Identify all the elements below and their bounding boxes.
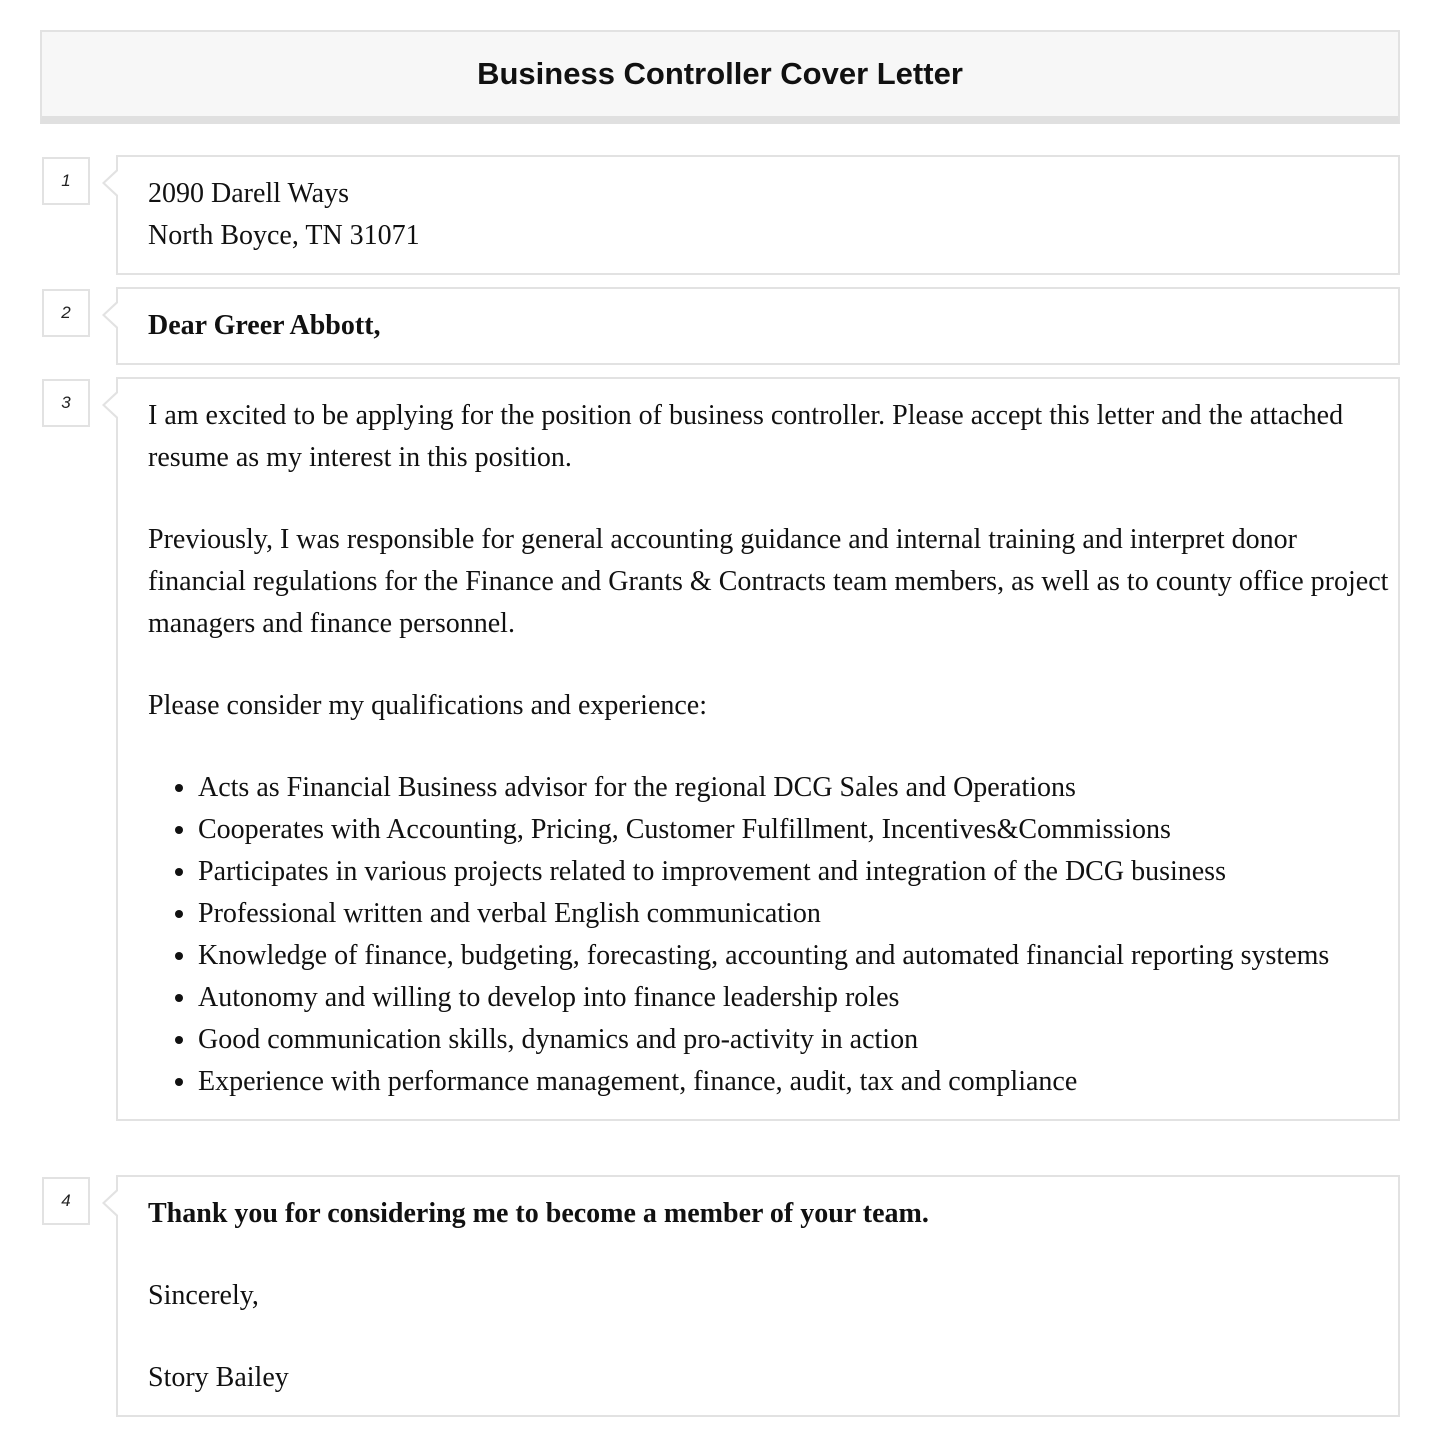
- step-marker-1: 1: [42, 157, 90, 205]
- qualifications-intro: Please consider my qualifications and experience:: [148, 690, 708, 721]
- body-section: [116, 377, 1400, 1121]
- address-line-1: 2090 Darell Ways: [148, 178, 349, 209]
- address-line-2: North Boyce, TN 31071: [148, 220, 420, 251]
- qualifications-list: [148, 767, 1338, 1103]
- list-item: • Acts as Financial Business advisor for the regional DCG Sales and Operations: [198, 767, 1338, 809]
- experience-paragraph: Previously, I was responsible for general accounting guidance and internal training and interpret donor financial regulations for the Finance and Grants & Contracts team members, as well as to county office project managers and finance personnel.: [148, 524, 1389, 639]
- salutation-section: [116, 287, 1400, 365]
- list-item: • Autonomy and willing to develop into finance leadership roles: [198, 977, 1338, 1019]
- list-item: • Good communication skills, dynamics and pro-activity in action: [198, 1019, 1338, 1061]
- page-title: Business Controller Cover Letter: [477, 56, 963, 91]
- salutation: Dear Greer Abbott,: [148, 310, 381, 341]
- list-item: • Knowledge of finance, budgeting, forecasting, accounting and automated financial reporting systems: [198, 935, 1338, 977]
- signoff: Sincerely,: [148, 1280, 259, 1311]
- step-marker-2: 2: [42, 289, 90, 337]
- closing-statement: Thank you for considering me to become a member of your team.: [148, 1198, 929, 1229]
- intro-paragraph: I am excited to be applying for the position of business controller. Please accept this letter and the attached resume as my interest in this position.: [148, 400, 1344, 473]
- list-item: • Participates in various projects related to improvement and integration of the DCG business: [198, 851, 1338, 893]
- step-marker-4: 4: [42, 1177, 90, 1225]
- list-item: • Cooperates with Accounting, Pricing, Customer Fulfillment, Incentives&Commissions: [198, 809, 1338, 851]
- step-marker-3: 3: [42, 379, 90, 427]
- closing-section: [116, 1175, 1400, 1417]
- address-section: [116, 155, 1400, 275]
- list-item: • Experience with performance management, finance, audit, tax and compliance: [198, 1061, 1338, 1103]
- signature-name: Story Bailey: [148, 1362, 289, 1393]
- list-item: • Professional written and verbal English communication: [198, 893, 1338, 935]
- letter-header: [40, 30, 1400, 124]
